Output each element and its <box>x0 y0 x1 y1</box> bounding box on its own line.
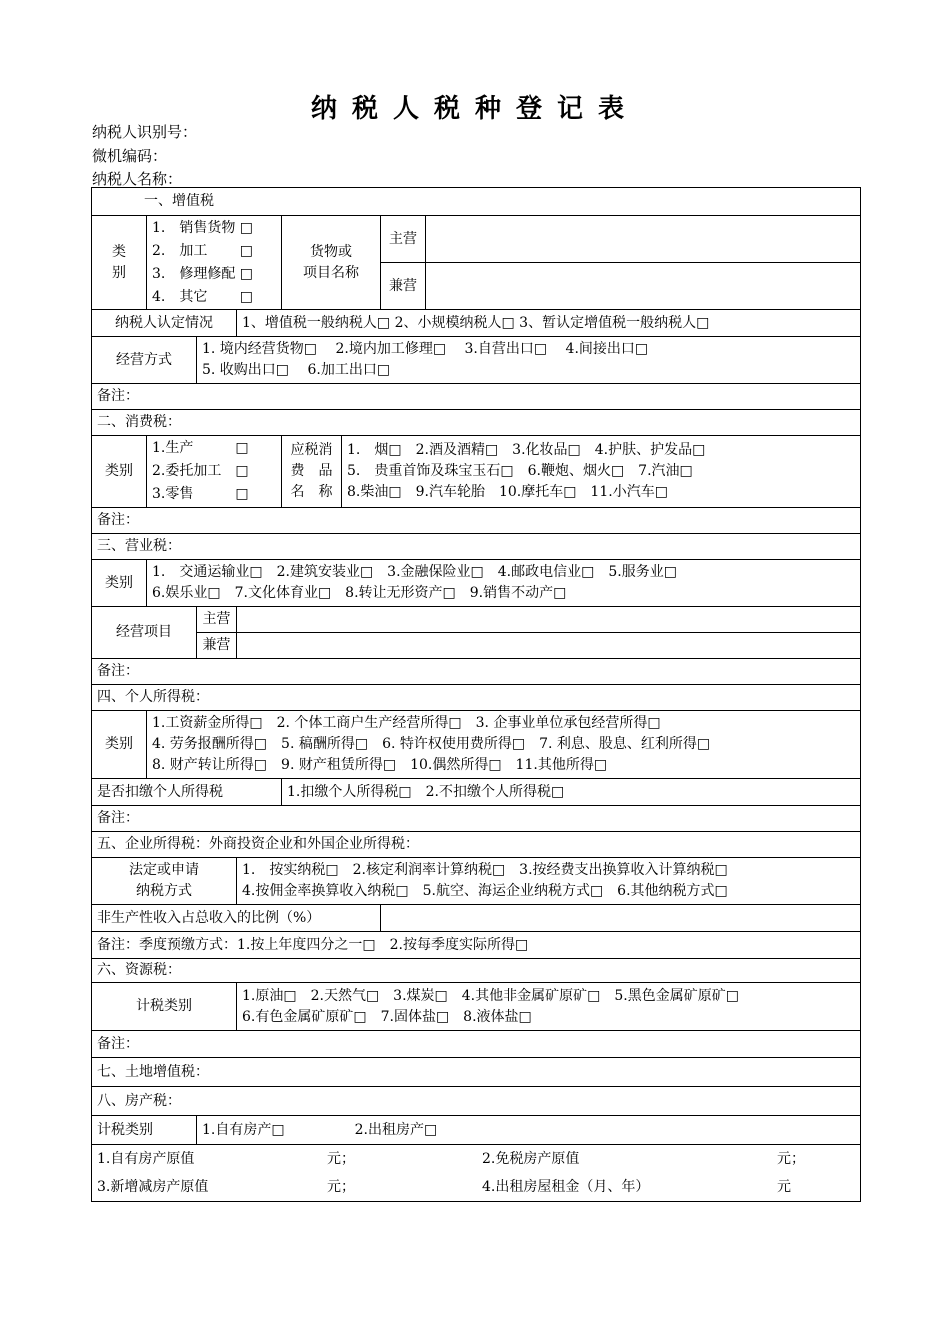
consumption-remark[interactable]: 备注： <box>92 508 861 534</box>
resource-category-line[interactable]: 6.有色金属矿原矿□ 7.固体盐□ 8.液体盐□ <box>242 1008 532 1025</box>
consumption-heading: 二、消费税： <box>92 410 861 436</box>
business-main-label: 主营 <box>197 607 237 633</box>
business-category-options <box>147 560 861 607</box>
enterprise-method-line[interactable]: 1. 按实纳税□ 2.核定利润率计算纳税□ 3.按经费支出换算收入计算纳税□ <box>242 862 728 878</box>
taxpayer-id-label: 纳税人识别号： <box>92 123 198 141</box>
property-own-value-unit[interactable]: 元； <box>327 1150 355 1167</box>
consumption-category-item[interactable]: 1.生产 □ <box>152 440 249 456</box>
enterprise-ratio-label: 非生产性收入占总收入的比例（%） <box>92 905 381 932</box>
property-values <box>92 1145 861 1202</box>
personal-category-options <box>147 711 861 779</box>
property-own-value-label: 1.自有房产原值 <box>97 1150 195 1167</box>
vat-remark[interactable]: 备注： <box>92 384 861 410</box>
consumption-products <box>342 436 861 508</box>
property-exempt-value-unit[interactable]: 元； <box>777 1150 805 1167</box>
personal-heading: 四、个人所得税： <box>92 685 861 711</box>
land-vat-heading: 七、土地增值税： <box>92 1058 861 1087</box>
vat-mode-label: 经营方式 <box>92 337 197 384</box>
personal-category-line[interactable]: 4. 劳务报酬所得□ 5. 稿酬所得□ 6. 特许权使用费所得□ 7. 利息、股息、红利所得□ <box>152 736 711 752</box>
consumption-product-line[interactable]: 8.柴油□ 9.汽车轮胎 10.摩托车□ 11.小汽车□ <box>347 484 668 500</box>
property-category-options[interactable]: 1.自有房产□ 2.出租房产□ <box>197 1116 861 1145</box>
vat-category-item[interactable]: 3. 修理修配 □ <box>152 265 254 282</box>
business-project-label: 经营项目 <box>92 607 197 659</box>
vat-status-label: 纳税人认定情况 <box>92 310 237 337</box>
business-category-line[interactable]: 1. 交通运输业□ 2.建筑安装业□ 3.金融保险业□ 4.邮政电信业□ 5.服务业□ <box>152 564 677 580</box>
vat-category-item[interactable]: 4. 其它 □ <box>152 288 254 305</box>
enterprise-method-line[interactable]: 4.按佣金率换算收入纳税□ 5.航空、海运企业纳税方式□ 6.其他纳税方式□ <box>242 883 728 899</box>
business-category-label: 类别 <box>92 560 147 607</box>
consumption-product-label: 应税消 费 品 名 称 <box>282 436 342 508</box>
property-rent-unit[interactable]: 元 <box>777 1178 791 1195</box>
personal-withhold-options[interactable]: 1.扣缴个人所得税□ 2.不扣缴个人所得税□ <box>282 779 861 806</box>
vat-mode-line[interactable]: 1. 境内经营货物□ 2.境内加工修理□ 3.自营出口□ 4.间接出口□ <box>202 341 649 357</box>
enterprise-remark[interactable]: 备注：季度预缴方式：1.按上年度四分之一□ 2.按每季度实际所得□ <box>92 932 861 959</box>
property-new-value-label: 3.新增减房产原值 <box>97 1178 209 1195</box>
vat-secondary-field[interactable] <box>426 263 861 310</box>
consumption-category-item[interactable]: 3.零售 □ <box>152 486 249 502</box>
personal-category-line[interactable]: 8. 财产转让所得□ 9. 财产租赁所得□ 10.偶然所得□ 11.其他所得□ <box>152 757 608 773</box>
vat-mode-options[interactable] <box>197 337 861 384</box>
property-heading: 八、房产税： <box>92 1087 861 1116</box>
vat-category-list <box>147 216 282 310</box>
vat-status-options[interactable]: 1、增值税一般纳税人□ 2、小规模纳税人□ 3、暂认定增值税一般纳税人□ <box>237 310 861 337</box>
vat-category-item[interactable]: 2. 加工 □ <box>152 242 254 259</box>
consumption-product-line[interactable]: 5. 贵重首饰及珠宝玉石□ 6.鞭炮、烟火□ 7.汽油□ <box>347 463 693 479</box>
business-remark[interactable]: 备注： <box>92 659 861 685</box>
resource-category-label: 计税类别 <box>92 983 237 1031</box>
personal-remark[interactable]: 备注： <box>92 806 861 832</box>
property-category-label: 计税类别 <box>92 1116 197 1145</box>
taxpayer-name-label: 纳税人名称： <box>92 170 183 188</box>
enterprise-heading: 五、企业所得税：外商投资企业和外国企业所得税： <box>92 832 861 858</box>
business-main-field[interactable] <box>237 607 861 633</box>
consumption-category-list <box>147 436 282 508</box>
computer-code-label: 微机编码： <box>92 147 168 165</box>
consumption-product-line[interactable]: 1. 烟□ 2.酒及酒精□ 3.化妆品□ 4.护肤、护发品□ <box>347 442 706 458</box>
enterprise-method-label: 法定或申请 纳税方式 <box>92 858 237 905</box>
page-title: 纳税人税种登记表 <box>310 94 639 124</box>
enterprise-ratio-field[interactable] <box>381 905 861 932</box>
personal-category-line[interactable]: 1.工资薪金所得□ 2. 个体工商户生产经营所得□ 3. 企事业单位承包经营所得□ <box>152 715 661 731</box>
enterprise-method-options <box>237 858 861 905</box>
personal-category-label: 类别 <box>92 711 147 779</box>
property-rent-label: 4.出租房屋租金（月、年） <box>482 1178 650 1195</box>
business-secondary-label: 兼营 <box>197 633 237 659</box>
vat-heading: 一、增值税 <box>92 188 861 216</box>
resource-category-line[interactable]: 1.原油□ 2.天然气□ 3.煤炭□ 4.其他非金属矿原矿□ 5.黑色金属矿原矿□ <box>242 987 739 1004</box>
resource-remark[interactable]: 备注： <box>92 1031 861 1058</box>
vat-mode-line[interactable]: 5. 收购出口□ 6.加工出口□ <box>202 362 391 378</box>
property-new-value-unit[interactable]: 元； <box>327 1178 355 1195</box>
consumption-category-item[interactable]: 2.委托加工 □ <box>152 463 249 479</box>
tax-registration-table <box>91 187 861 1202</box>
vat-category-label: 类 别 <box>92 216 147 310</box>
resource-category-options <box>237 983 861 1031</box>
property-exempt-value-label: 2.免税房产原值 <box>482 1150 580 1167</box>
vat-main-label: 主营 <box>381 216 426 263</box>
consumption-category-label: 类别 <box>92 436 147 508</box>
business-category-line[interactable]: 6.娱乐业□ 7.文化体育业□ 8.转让无形资产□ 9.销售不动产□ <box>152 585 567 601</box>
vat-category-item[interactable]: 1. 销售货物 □ <box>152 219 254 236</box>
vat-main-field[interactable] <box>426 216 861 263</box>
business-heading: 三、营业税： <box>92 534 861 560</box>
vat-secondary-label: 兼营 <box>381 263 426 310</box>
vat-goods-label: 货物或 项目名称 <box>282 216 381 310</box>
personal-withhold-label: 是否扣缴个人所得税 <box>92 779 282 806</box>
resource-heading: 六、资源税： <box>92 959 861 983</box>
business-secondary-field[interactable] <box>237 633 861 659</box>
